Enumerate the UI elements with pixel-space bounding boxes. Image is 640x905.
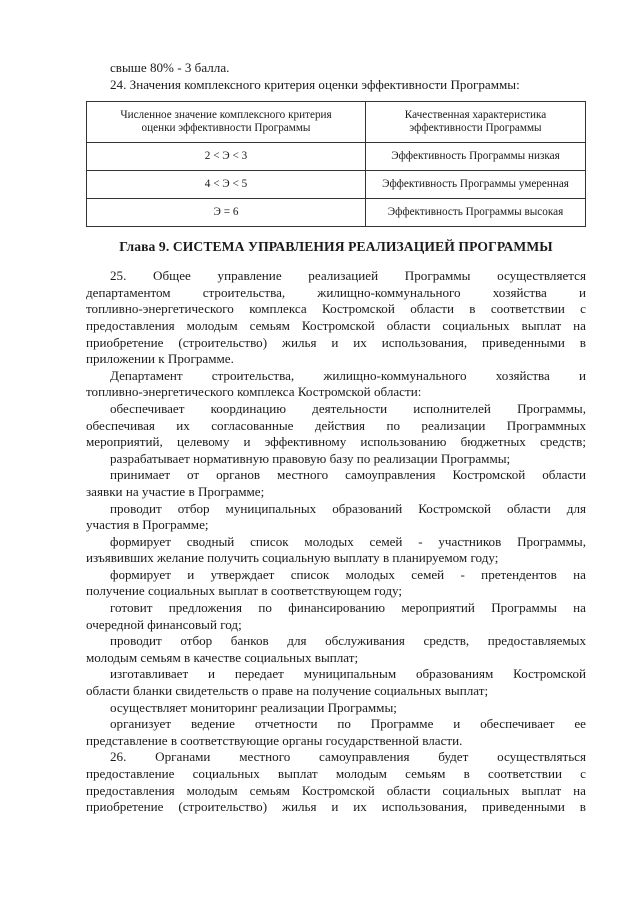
text-line: получение социальных выплат в соответствующем году; (86, 583, 403, 599)
table-row (87, 199, 586, 227)
text-line: принимает от органов местного самоуправления Костромской области (110, 467, 586, 483)
text-line: формирует сводный список молодых семей - участников Программы, (110, 533, 586, 549)
text-line: свыше 80% - 3 балла. (110, 60, 230, 75)
text-line: 25. Общее управление реализацией Программы осуществляется (110, 268, 586, 284)
text-line: обеспечивает координацию деятельности исполнителей Программы, (110, 400, 586, 416)
text-line: проводит отбор муниципальных образований Костромской области для (110, 500, 586, 516)
table-cell-quality: Эффективность Программы высокая (366, 199, 586, 227)
criteria-table (86, 101, 586, 227)
table-cell-quality: Эффективность Программы умеренная (366, 171, 586, 199)
text-line: предоставление социальных выплат молодым семьям в соответствии с (86, 766, 586, 781)
text-line: участия в Программе; (86, 517, 209, 533)
text-line: обеспечивая их согласованные действия по реализации Программных (86, 417, 586, 433)
table-header-cell: Качественная характеристика эффективности Программы (366, 102, 586, 143)
table-row (87, 171, 586, 199)
text-line: представление в соответствующие органы государственной власти. (86, 732, 463, 748)
text-line: заявки на участие в Программе; (86, 483, 265, 499)
table-cell-value: 4 < Э < 5 (87, 171, 366, 199)
text-line: 24. Значения комплексного критерия оценки эффективности Программы: (110, 76, 520, 92)
text-line: 26. Органами местного самоуправления будет осуществляться (110, 749, 586, 765)
text-line: области бланки свидетельств о праве на получение социальных выплат; (86, 683, 489, 699)
text-line: проводит отбор банков для обслуживания средств, предоставляемых (110, 633, 586, 649)
table-cell-value: 2 < Э < 3 (87, 143, 366, 171)
text-line: топливно-энергетического комплекса Костромской области: (86, 384, 422, 400)
table-header-row (87, 102, 586, 143)
table-cell-quality: Эффективность Программы низкая (366, 143, 586, 171)
text-line: приобретение (строительство) жилья и их использования, приведенными в (86, 799, 586, 815)
text-line: молодым семьям в качестве социальных выплат; (86, 649, 359, 665)
text-line: формирует и утверждает список молодых семей - претендентов на (110, 566, 586, 582)
body-text (86, 268, 586, 816)
chapter-title: Глава 9. СИСТЕМА УПРАВЛЕНИЯ РЕАЛИЗАЦИЕЙ ПРОГРАММЫ (119, 239, 553, 255)
table-cell-value: Э = 6 (87, 199, 366, 227)
document-page (86, 60, 586, 816)
text-line: предоставления молодым семьям Костромской области социальных выплат на (86, 782, 586, 798)
text-line: приложении к Программе. (86, 351, 234, 367)
table-header-cell: Численное значение комплексного критерия оценки эффективности Программы (87, 102, 366, 143)
text-line: топливно-энергетического комплекса Костромской области в соответствии с (86, 301, 586, 317)
table-row (87, 143, 586, 171)
text-line: мероприятий, целевому и эффективному использованию бюджетных средств; (86, 434, 586, 450)
text-line: департаментом строительства, жилищно-коммунального хозяйства и (86, 284, 586, 300)
text-line: изъявивших желание получить социальную выплату в планируемом году; (86, 550, 499, 566)
text-line: предоставления молодым семьям Костромской области социальных выплат на (86, 317, 586, 333)
text-line: Департамент строительства, жилищно-коммунального хозяйства и (110, 367, 586, 383)
text-line: организует ведение отчетности по Программе и обеспечивает ее (110, 716, 586, 732)
text-line: приобретение (строительство) жилья и их использования, приведенными в (86, 334, 586, 350)
text-line: очередной финансовый год; (86, 616, 242, 632)
text-line: осуществляет мониторинг реализации Программы; (110, 699, 397, 715)
text-line: изготавливает и передает муниципальным образованиям Костромской (110, 666, 586, 682)
text-line: разрабатывает нормативную правовую базу по реализации Программы; (110, 450, 511, 466)
text-line: готовит предложения по финансированию мероприятий Программы на (110, 600, 586, 616)
